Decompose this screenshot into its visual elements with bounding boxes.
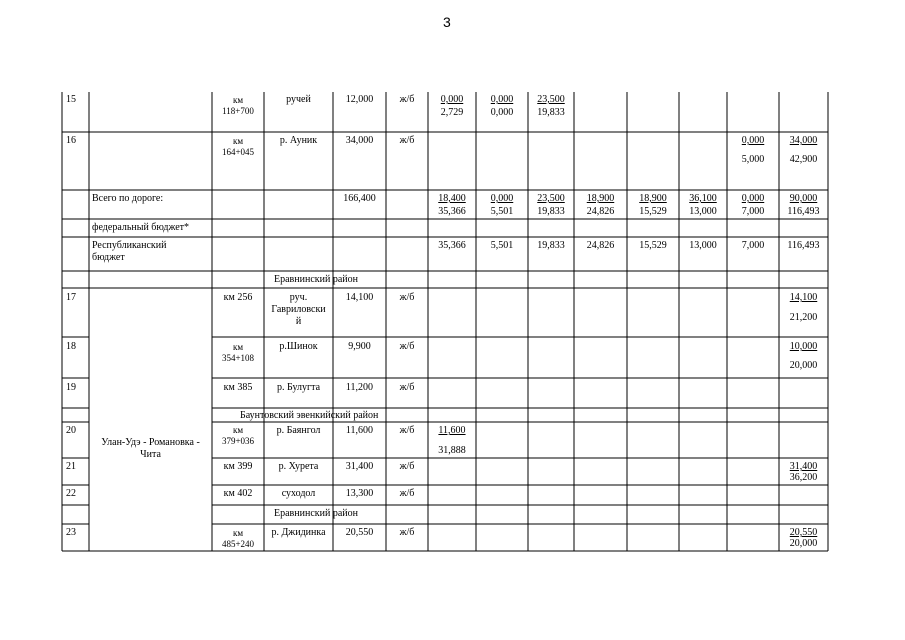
row-16-km: км 164+045: [221, 136, 255, 157]
republic-v4: 24,826: [586, 240, 615, 251]
row-20-type: ж/б: [399, 425, 415, 436]
row-17-object: руч. Гавриловски й: [271, 292, 326, 327]
total-v3-top: 23,500: [537, 193, 565, 204]
row-20-length: 11,600: [345, 425, 374, 436]
row-17-v10-top: 14,100: [789, 292, 818, 303]
row-19-type: ж/б: [399, 382, 415, 393]
row-23-object: р. Джидинка: [271, 527, 326, 538]
district-heading-2: Баунтовский эвенкийский район: [240, 410, 379, 421]
republic-v1: 35,366: [438, 240, 466, 251]
row-22-length: 13,300: [345, 488, 374, 499]
row-16-type: ж/б: [399, 135, 415, 146]
total-v4-top: 18,900: [586, 193, 615, 204]
row-17-length: 14,100: [345, 292, 374, 303]
row-23-type: ж/б: [399, 527, 415, 538]
total-label: Всего по дороге:: [92, 193, 164, 204]
row-21-km: км 399: [223, 461, 253, 472]
row-16-v9-top: 0,000: [741, 135, 765, 146]
row-16-v9-bot: 5,000: [741, 154, 765, 165]
row-23-length: 20,550: [345, 527, 374, 538]
total-v9-top: 0,000: [741, 193, 765, 204]
row-18-v10-top: 10,000: [789, 341, 818, 352]
row-15-v2-top: 0,000: [490, 94, 514, 105]
total-v2-bot: 5,501: [490, 206, 514, 217]
total-v2-top: 0,000: [490, 193, 514, 204]
row-22-object: суходол: [281, 488, 316, 499]
row-17-v10-bot: 21,200: [789, 312, 818, 323]
republic-v2: 5,501: [490, 240, 514, 251]
row-20-object: р. Баянгол: [276, 425, 321, 436]
republic-v9: 7,000: [741, 240, 765, 251]
row-21-v10-top: 31,400: [789, 461, 818, 472]
total-v9-bot: 7,000: [741, 206, 765, 217]
republic-v5: 15,529: [639, 240, 667, 251]
row-15-v1-bot: 2,729: [440, 107, 464, 118]
row-19-km: км 385: [223, 382, 253, 393]
row-15-length: 12,000: [345, 94, 374, 105]
total-v4-bot: 24,826: [586, 206, 615, 217]
row-18-v10-bot: 20,000: [789, 360, 818, 371]
page-number: 3: [443, 14, 451, 30]
republic-budget-label: Республиканский бюджет: [92, 240, 167, 263]
row-21-length: 31,400: [345, 461, 374, 472]
row-19-length: 11,200: [345, 382, 374, 393]
row-20-v1-bot: 31,888: [438, 445, 466, 456]
row-18-object: р.Шинок: [279, 341, 318, 352]
row-22-type: ж/б: [399, 488, 415, 499]
federal-budget-label: федеральный бюджет*: [92, 222, 190, 233]
row-21-v10-bot: 36,200: [789, 472, 818, 483]
row-23-number: 23: [66, 527, 76, 538]
row-22-km: км 402: [223, 488, 253, 499]
row-16-v10-bot: 42,900: [789, 154, 818, 165]
row-15-v3-top: 23,500: [537, 94, 565, 105]
row-18-length: 9,900: [348, 341, 371, 352]
row-15-v2-bot: 0,000: [490, 107, 514, 118]
row-23-v10-bot: 20,000: [789, 538, 818, 549]
total-length: 166,400: [343, 193, 376, 204]
row-18-type: ж/б: [399, 341, 415, 352]
district-heading-1: Еравнинский район: [274, 274, 358, 285]
row-19-object: р. Булугта: [276, 382, 321, 393]
row-21-number: 21: [66, 461, 76, 472]
row-19-number: 19: [66, 382, 76, 393]
row-23-km: км 485+240: [221, 528, 255, 549]
row-16-object: р. Ауник: [279, 135, 318, 146]
row-15-v3-bot: 19,833: [537, 107, 565, 118]
row-16-v10-top: 34,000: [789, 135, 818, 146]
republic-v6: 13,000: [689, 240, 717, 251]
district-heading-3: Еравнинский район: [274, 508, 358, 519]
total-v6-top: 36,100: [689, 193, 717, 204]
total-v10-top: 90,000: [789, 193, 818, 204]
total-v1-bot: 35,366: [438, 206, 466, 217]
total-v5-bot: 15,529: [639, 206, 667, 217]
row-17-number: 17: [66, 292, 76, 303]
republic-v10: 116,493: [787, 240, 820, 251]
row-16-number: 16: [66, 135, 76, 146]
row-15-number: 15: [66, 94, 76, 105]
row-15-v1-top: 0,000: [440, 94, 464, 105]
total-v6-bot: 13,000: [689, 206, 717, 217]
total-v1-top: 18,400: [438, 193, 466, 204]
row-20-v1-top: 11,600: [438, 425, 466, 436]
row-23-v10-top: 20,550: [789, 527, 818, 538]
row-22-number: 22: [66, 488, 76, 499]
row-20-number: 20: [66, 425, 76, 436]
row-21-type: ж/б: [399, 461, 415, 472]
row-20-km: км 379+036: [221, 425, 255, 446]
road-name: Улан-Удэ - Романовка - Чита: [101, 437, 200, 460]
row-17-type: ж/б: [399, 292, 415, 303]
row-15-km: км 118+700: [222, 95, 254, 116]
total-v3-bot: 19,833: [537, 206, 565, 217]
row-21-object: р. Хурета: [278, 461, 319, 472]
row-17-km: км 256: [223, 292, 253, 303]
row-18-km: км 354+108: [221, 342, 255, 363]
row-15-type: ж/б: [399, 94, 415, 105]
republic-v3: 19,833: [537, 240, 565, 251]
row-18-number: 18: [66, 341, 76, 352]
row-15-object: ручей: [286, 94, 311, 105]
row-16-length: 34,000: [345, 135, 374, 146]
total-v5-top: 18,900: [639, 193, 667, 204]
total-v10-bot: 116,493: [787, 206, 820, 217]
